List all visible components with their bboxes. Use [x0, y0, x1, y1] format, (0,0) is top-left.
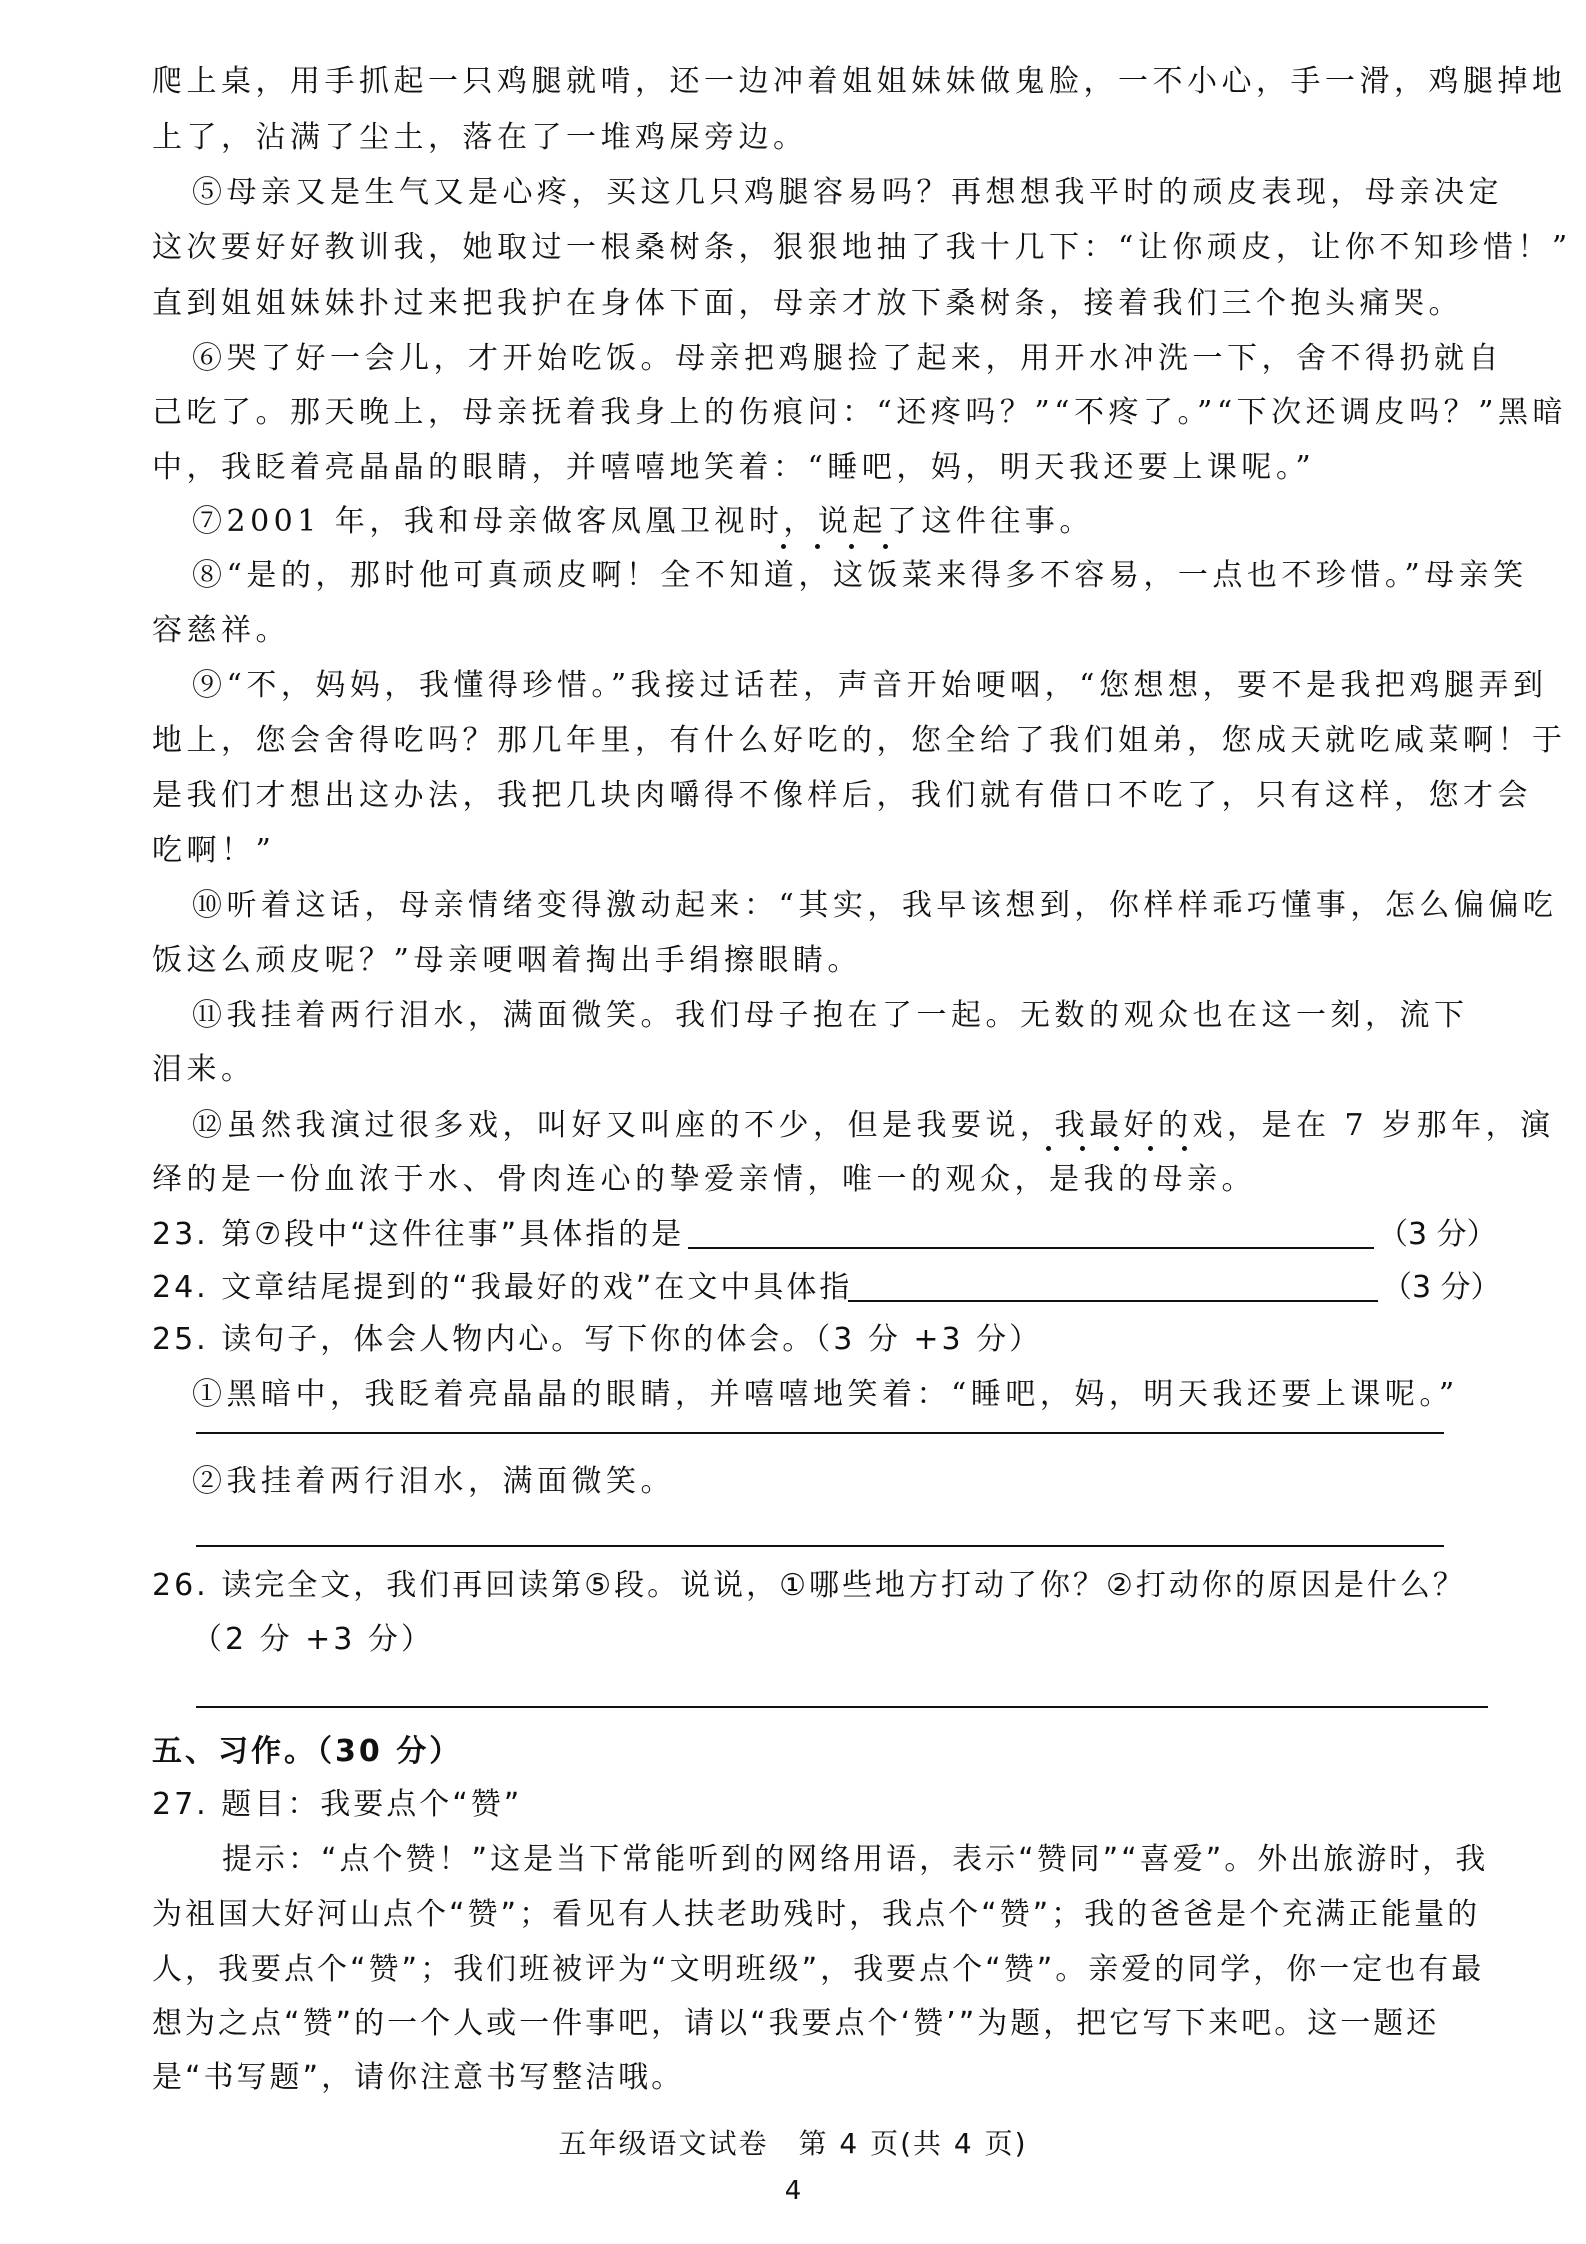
paragraph-12-line-1: ⑫虽然我演过很多戏，叫好又叫座的不少，但是我要说，我最好的戏，是在 7 岁那年，演: [192, 1108, 1555, 1143]
paragraph-5-line-3: 直到姐姐妹妹扑过来把我护在身体下面，母亲才放下桑树条，接着我们三个抱头痛哭。: [152, 286, 1463, 321]
emphasis-dots-this-event: [775, 544, 895, 552]
paragraph-10-line-2: 饭这么顽皮呢？”母亲哽咽着掏出手绢擦眼睛。: [152, 943, 862, 978]
answer-line-25-2[interactable]: [196, 1545, 1444, 1547]
paragraph-6-line-1: ⑥哭了好一会儿，才开始吃饭。母亲把鸡腿捡了起来，用开水冲洗一下，舍不得扔就自: [192, 341, 1503, 376]
emphasis-dots-best-play: [1040, 1146, 1200, 1154]
question-23-score: （3 分）: [1378, 1217, 1497, 1252]
paragraph-9-line-3: 是我们才想出这办法，我把几块肉嚼得不像样后，我们就有借口不吃了，只有这样，您才会: [152, 778, 1532, 813]
answer-blank-23[interactable]: [688, 1247, 1374, 1249]
emphasis-dot: [1182, 1146, 1187, 1151]
paragraph-9-line-1: ⑨“不，妈妈，我懂得珍惜。”我接过话茬，声音开始哽咽，“您想想，要不是我把鸡腿弄到: [192, 668, 1548, 703]
paragraph-8-line-1: ⑧“是的，那时他可真顽皮啊！全不知道，这饭菜来得多不容易，一点也不珍惜。”母亲笑: [192, 558, 1528, 593]
writing-hint-line-2: 为祖国大好河山点个“赞”；看见有人扶老助残时，我点个“赞”；我的爸爸是个充满正能量的: [152, 1897, 1481, 1932]
paragraph-5-line-2: 这次要好好教训我，她取过一根桑树条，狠狠地抽了我十几下：“让你顽皮，让你不知珍惜！”: [152, 230, 1572, 265]
paragraph-8-line-2: 容慈祥。: [152, 613, 290, 648]
paragraph-9-line-2: 地上，您会舍得吃吗？那几年里，有什么好吃的，您全给了我们姐弟，您成天就吃咸菜啊！于: [152, 723, 1567, 758]
question-23: 23. 第⑦段中“这件往事”具体指的是: [152, 1217, 685, 1252]
page-number: 4: [784, 2176, 802, 2206]
writing-hint-line-4: 想为之点“赞”的一个人或一件事吧，请以“我要点个‘赞’”为题，把它写下来吧。这一题还: [152, 2006, 1440, 2041]
paragraph-5-line-1: ⑤母亲又是生气又是心疼，买这几只鸡腿容易吗？再想想我平时的顽皮表现，母亲决定: [192, 175, 1503, 210]
page-footer-title: 五年级语文试卷 第 4 页(共 4 页): [558, 2127, 1028, 2160]
question-24-score: （3 分）: [1382, 1270, 1501, 1305]
paragraph-11-line-1: ⑪我挂着两行泪水，满面微笑。我们母子抱在了一起。无数的观众也在这一刻，流下: [192, 998, 1469, 1033]
answer-line-25-1[interactable]: [196, 1432, 1444, 1434]
answer-line-26[interactable]: [196, 1706, 1488, 1708]
paragraph-7-line-1: ⑦2001 年，我和母亲做客凤凰卫视时，说起了这件往事。: [192, 504, 1094, 539]
answer-blank-24[interactable]: [848, 1300, 1378, 1302]
paragraph-10-line-1: ⑩听着这话，母亲情绪变得激动起来：“其实，我早该想到，你样样乖巧懂事，怎么偏偏吃: [192, 888, 1558, 923]
writing-hint-line-1: 提示：“点个赞！”这是当下常能听到的网络用语，表示“赞同”“喜爱”。外出旅游时，我: [222, 1842, 1489, 1877]
question-25-sentence-1: ①黑暗中，我眨着亮晶晶的眼睛，并嘻嘻地笑着：“睡吧，妈，明天我还要上课呢。”: [192, 1377, 1459, 1412]
question-25-sentence-2: ②我挂着两行泪水，满面微笑。: [192, 1464, 675, 1499]
question-26-line-1: 26. 读完全文，我们再回读第⑤段。说说，①哪些地方打动了你？②打动你的原因是什么？: [152, 1568, 1466, 1603]
writing-hint-line-5: 是“书写题”，请你注意书写整洁哦。: [152, 2060, 685, 2095]
question-24: 24. 文章结尾提到的“我最好的戏”在文中具体指: [152, 1270, 853, 1305]
emphasis-dot: [1080, 1146, 1085, 1151]
paragraph-9-line-4: 吃啊！”: [152, 833, 276, 868]
writing-hint-line-3: 人，我要点个“赞”；我们班被评为“文明班级”，我要点个“赞”。亲爱的同学，你一定也有最: [152, 1952, 1485, 1987]
paragraph-12-line-2: 绎的是一份血浓于水、骨肉连心的挚爱亲情，唯一的观众，是我的母亲。: [152, 1162, 1256, 1197]
paragraph-6-line-2: 己吃了。那天晚上，母亲抚着我身上的伤痕问：“还疼吗？”“不疼了。”“下次还调皮吗？”黑暗: [152, 395, 1568, 430]
emphasis-dot: [815, 544, 820, 549]
emphasis-dot: [883, 544, 888, 549]
paragraph-11-line-2: 泪来。: [152, 1052, 256, 1087]
question-25: 25. 读句子，体会人物内心。写下你的体会。（3 分 +3 分）: [152, 1322, 1043, 1357]
question-26-line-2: （2 分 +3 分）: [192, 1622, 434, 1657]
question-27-title: 27. 题目：我要点个“赞”: [152, 1787, 523, 1822]
emphasis-dot: [1046, 1146, 1051, 1151]
section-writing-heading: 五、习作。（30 分）: [152, 1734, 463, 1769]
emphasis-dot: [849, 544, 854, 549]
emphasis-dot: [1114, 1146, 1119, 1151]
paragraph-6-line-3: 中，我眨着亮晶晶的眼睛，并嘻嘻地笑着：“睡吧，妈，明天我还要上课呢。”: [152, 450, 1316, 485]
emphasis-dot: [781, 544, 786, 549]
paragraph-4-line-2: 上了，沾满了尘土，落在了一堆鸡屎旁边。: [152, 120, 808, 155]
paragraph-4-line-1: 爬上桌，用手抓起一只鸡腿就啃，还一边冲着姐姐妹妹做鬼脸，一不小心，手一滑，鸡腿掉地: [152, 64, 1567, 99]
emphasis-dot: [1148, 1146, 1153, 1151]
